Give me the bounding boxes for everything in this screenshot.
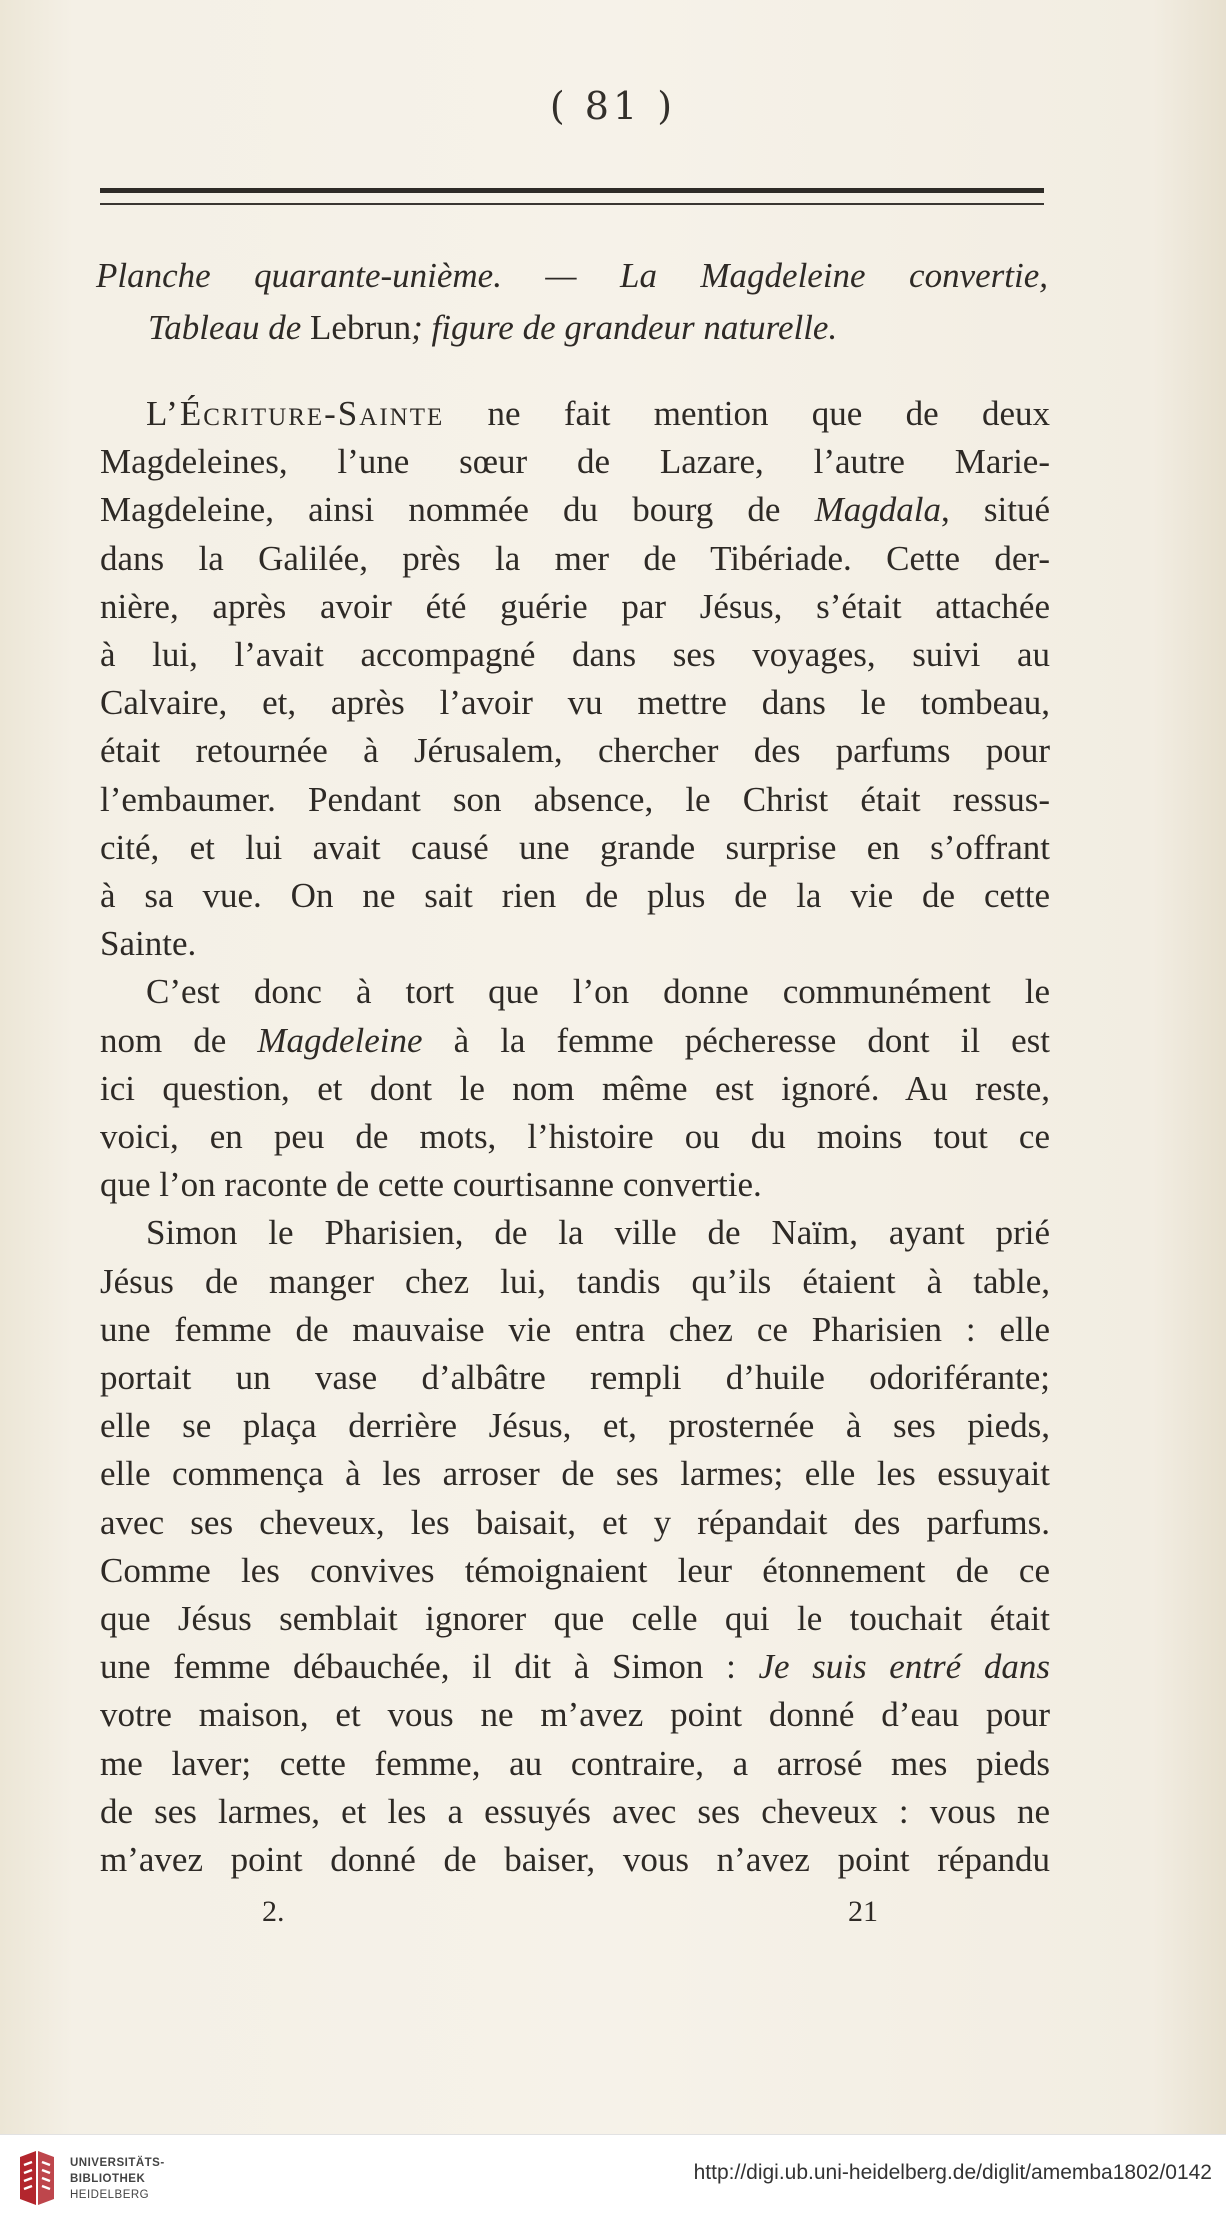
- text-line: nom de Magdeleine à la femme pécheresse dont il est: [100, 1020, 1050, 1060]
- body-text: [100, 390, 1050, 1884]
- text-line: à lui, l’avait accompagné dans ses voyages, suivi au: [100, 635, 1050, 675]
- header-rule-thin: [100, 203, 1044, 205]
- text-line: de ses larmes, et les a essuyés avec ses cheveux : vous ne: [100, 1791, 1050, 1831]
- university-library-logo-icon: [12, 2147, 62, 2211]
- text-line: une femme débauchée, il dit à Simon : Je suis entré dans: [100, 1647, 1050, 1687]
- text-line: l’embaumer. Pendant son absence, le Christ était ressus-: [100, 779, 1050, 819]
- text-line: Magdeleine, ainsi nommée du bourg de Magdala, situé: [100, 490, 1050, 530]
- text-line: voici, en peu de mots, l’histoire ou du moins tout ce: [100, 1117, 1050, 1157]
- catchword: 21: [848, 1895, 878, 1928]
- text-line: une femme de mauvaise vie entra chez ce Pharisien : elle: [100, 1309, 1050, 1349]
- text-line: ici question, et dont le nom même est ignoré. Au reste,: [100, 1068, 1050, 1108]
- text-line: Sainte.: [100, 924, 197, 964]
- text-line: C’est donc à tort que l’on donne communément le: [146, 972, 1050, 1012]
- text-line: votre maison, et vous ne m’avez point donné d’eau pour: [100, 1695, 1050, 1735]
- text-line: Calvaire, et, après l’avoir vu mettre dans le tombeau,: [100, 683, 1050, 723]
- caption-line-2: Tableau de Lebrun; figure de grandeur naturelle.: [148, 308, 838, 347]
- text-line: Comme les convives témoignaient leur étonnement de ce: [100, 1550, 1050, 1590]
- library-footer-bar: [0, 2134, 1226, 2225]
- text-line: dans la Galilée, près la mer de Tibériade. Cette der-: [100, 538, 1050, 578]
- text-line: L’Écriture-Sainte ne fait mention que de deux: [146, 394, 1050, 433]
- header-rule-thick: [100, 188, 1044, 193]
- text-line: avec ses cheveux, les baisait, et y répandait des parfums.: [100, 1502, 1050, 1542]
- caption-line-1: Planche quarante-unième. — La Magdeleine convertie,: [96, 256, 1048, 295]
- library-name: UNIVERSITÄTS- BIBLIOTHEK HEIDELBERG: [70, 2157, 165, 2201]
- text-line: était retournée à Jérusalem, chercher des parfums pour: [100, 731, 1050, 771]
- text-line: elle commença à les arroser de ses larmes; elle les essuyait: [100, 1454, 1050, 1494]
- lead-small-caps: L’Écriture-Sainte: [146, 394, 445, 433]
- text-line: me laver; cette femme, au contraire, a arrosé mes pieds: [100, 1743, 1050, 1783]
- text-line: nière, après avoir été guérie par Jésus, s’était attachée: [100, 586, 1050, 626]
- text-line: Jésus de manger chez lui, tandis qu’ils étaient à table,: [100, 1261, 1050, 1301]
- text-line: Simon le Pharisien, de la ville de Naïm, ayant prié: [146, 1213, 1050, 1253]
- signature-line: [0, 1895, 1226, 1945]
- text-line: m’avez point donné de baiser, vous n’avez point répandu: [100, 1840, 1050, 1880]
- text-line: Magdeleines, l’une sœur de Lazare, l’autre Marie-: [100, 442, 1050, 482]
- text-line: que Jésus semblait ignorer que celle qui le touchait était: [100, 1599, 1050, 1639]
- signature-mark: 2.: [262, 1895, 285, 1928]
- painter-name: Lebrun: [310, 308, 412, 347]
- source-url-link[interactable]: http://digi.ub.uni-heidelberg.de/diglit/amemba1802/0142: [693, 2161, 1212, 2184]
- plate-caption: [96, 250, 1048, 354]
- page-number: ( 81 ): [549, 84, 677, 128]
- text-line: que l’on raconte de cette courtisanne convertie.: [100, 1165, 762, 1205]
- text-line: cité, et lui avait causé une grande surprise en s’offrant: [100, 827, 1050, 867]
- text-line: à sa vue. On ne sait rien de plus de la vie de cette: [100, 876, 1050, 916]
- text-line: elle se plaça derrière Jésus, et, prosternée à ses pieds,: [100, 1406, 1050, 1446]
- text-line: portait un vase d’albâtre rempli d’huile odoriférante;: [100, 1358, 1050, 1398]
